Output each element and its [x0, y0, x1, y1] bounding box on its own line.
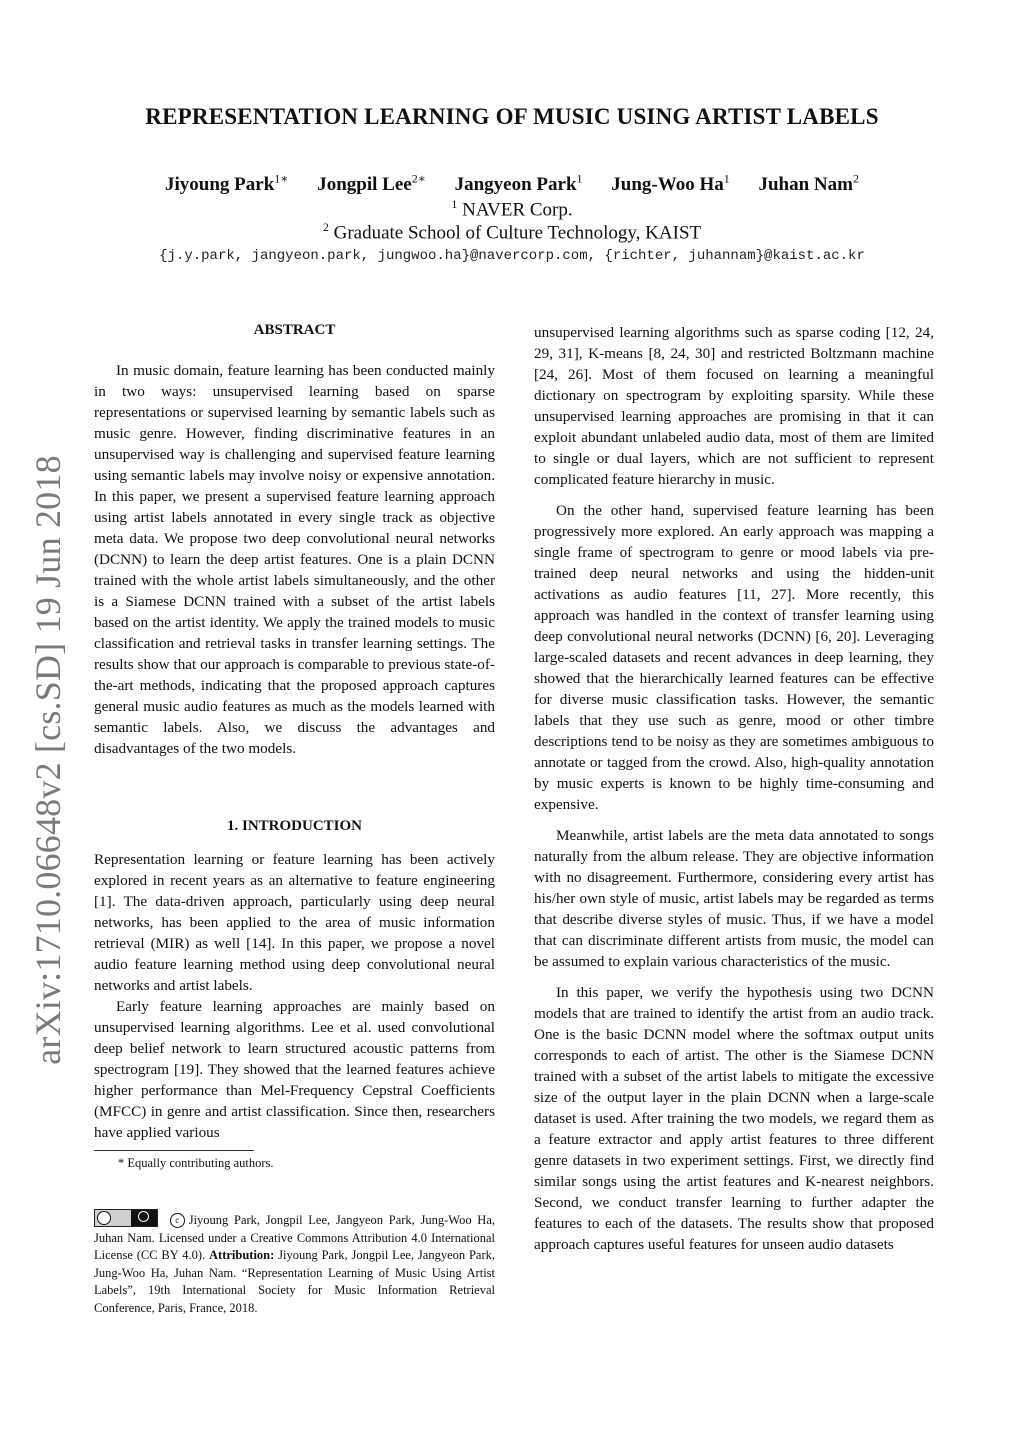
- copyright-icon: c: [170, 1213, 185, 1228]
- abstract-body: In music domain, feature learning has been conducted mainly in two ways: unsupervised learning based on sparse representations or supervised learning by semantic labels such as music genre. However, finding discriminative features in an unsupervised way is challenging and supervised feature learning using semantic labels may involve noisy or expensive annotation. In this paper, we present a supervised feature learning approach using artist labels annotated in every single track as objective meta data. We propose two deep convolutional neural networks (DCNN) to learn the deep artist features. One is a plain DCNN trained with the whole artist labels simultaneously, and the other is a Siamese DCNN trained with a subset of the artist labels based on the artist identity. We apply the trained models to music classification and retrieval tasks in transfer learning settings. The results show that our approach is comparable to previous state-of-the-art methods, indicating that the proposed approach captures general music audio features as much as the models learned with semantic labels. Also, we discuss the advantages and disadvantages of the two models.: [94, 362, 495, 757]
- introduction-body: [94, 849, 495, 1143]
- author-list: [0, 172, 1024, 196]
- arxiv-stamp-text: arXiv:1710.06648v2 [cs.SD] 19 Jun 2018: [28, 455, 68, 1065]
- footnote-divider: [94, 1150, 254, 1151]
- paragraph: unsupervised learning algorithms such as sparse coding [12, 24, 29, 31], K-means [8, 24, 30] and restricted Boltzmann machine [24, 26]. Most of them focused on learning a meaningful dictionary on spectrogram by exploiting sparsity. While these unsupervised learning approaches are promising in that it can exploit abundant unlabeled audio data, most of them are limited to single or dual layers, which are not sufficient to represent complicated feature hierarchy in music.: [534, 324, 934, 488]
- author-emails: {j.y.park, jangyeon.park, jungwoo.ha}@navercorp.com, {richter, juhannam}@kaist.ac.kr: [159, 248, 865, 264]
- attribution-text: Jiyoung Park, Jongpil Lee, Jangyeon Park, Jung-Woo Ha, Juhan Nam. “Representation Learning of Music Using Artist Labels”, 19th International Society for Music Information Retrieval Conference, Paris, France, 2018.: [94, 1248, 496, 1315]
- paragraph: On the other hand, supervised feature learning has been progressively more explored. An early approach was mapping a single frame of spectrogram to genre or mood labels via pre-trained deep neural networks and using the hidden-unit activations as audio features [11, 27]. More recently, this approach was handled in the context of transfer learning using deep convolutional neural networks (DCNN) [6, 20]. Leveraging large-scaled datasets and recent advances in deep learning, they showed that the hierarchically learned features can be effective for diverse music classification tasks. However, the semantic labels that they use such as genre, mood or other timbre descriptions tend to be noisy as they are sometimes ambiguous to annotate or tagged from the crowd. Also, high-quality annotation by music experts is known to be highly time-consuming and expensive.: [534, 502, 934, 813]
- affiliation: $^2$ Graduate School of Culture Technology, KAIST: [322, 220, 702, 244]
- cc-by-icon: [94, 1209, 158, 1227]
- license-notice: [94, 1209, 495, 1317]
- license-copyright: Jiyoung Park, Jongpil Lee, Jangyeon Park, Jung-Woo Ha, Juhan Nam. Licensed under a Creative Commons Attribution 4.0 International License (CC BY 4.0).: [94, 1213, 495, 1262]
- affiliation: $^1$ NAVER Corp.: [451, 197, 573, 221]
- paper-title: REPRESENTATION LEARNING OF MUSIC USING ARTIST LABELS: [145, 104, 879, 129]
- author: Jiyoung Park$^{1∗}$: [165, 172, 289, 196]
- introduction-heading: 1. INTRODUCTION: [226, 818, 362, 834]
- attribution-label: Attribution:: [209, 1248, 275, 1262]
- paragraph: Representation learning or feature learning has been actively explored in recent years as an alternative to feature engineering [1]. The data-driven approach, particularly using deep neural networks, has been applied to the area of music information retrieval (MIR) as well [14]. In this paper, we propose a novel audio feature learning method using deep convolutional neural networks and artist labels.: [94, 851, 495, 994]
- paragraph: Early feature learning approaches are mainly based on unsupervised learning algorithms. Lee et al. used convolutional deep belief network to learn structured acoustic patterns from spectrogram [19]. They showed that the learned features achieve higher performance than Mel-Frequency Cepstral Coefficients (MFCC) in genre and artist classification. Since then, researchers have applied various: [94, 998, 495, 1141]
- author: Jongpil Lee$^{2∗}$: [317, 172, 426, 196]
- arxiv-stamp: [18, 455, 78, 1065]
- author: Jangyeon Park$^1$: [454, 172, 583, 196]
- abstract-heading: ABSTRACT: [253, 322, 336, 338]
- paragraph: Meanwhile, artist labels are the meta data annotated to songs naturally from the album release. They are objective information with no disagreement. Furthermore, considering every artist has his/her own style of music, artist labels may be regarded as terms that describe diverse styles of music. Thus, if we have a model that can discriminate different artists from music, the model can be assumed to explain various characteristics of the music.: [534, 827, 934, 970]
- paragraph: In this paper, we verify the hypothesis using two DCNN models that are trained to identify the artist from an audio track. One is the basic DCNN model where the softmax output units corresponds to each of artist. The other is the Siamese DCNN trained with a subset of the artist labels to mitigate the excessive size of the output layer in the plain DCNN when a large-scale dataset is used. After training the two models, we regard them as a feature extractor and apply artist features to three different genre datasets in two experiment settings. First, we directly find similar songs using the artist features and K-nearest neighbors. Second, we conduct transfer learning to further adapter the features to each of the datasets. The results show that proposed approach captures useful features for unseen audio datasets: [534, 984, 934, 1253]
- right-column: [534, 322, 934, 1265]
- footnote: * Equally contributing authors.: [118, 1156, 274, 1170]
- author: Juhan Nam$^2$: [758, 172, 859, 196]
- author: Jung-Woo Ha$^1$: [611, 172, 730, 196]
